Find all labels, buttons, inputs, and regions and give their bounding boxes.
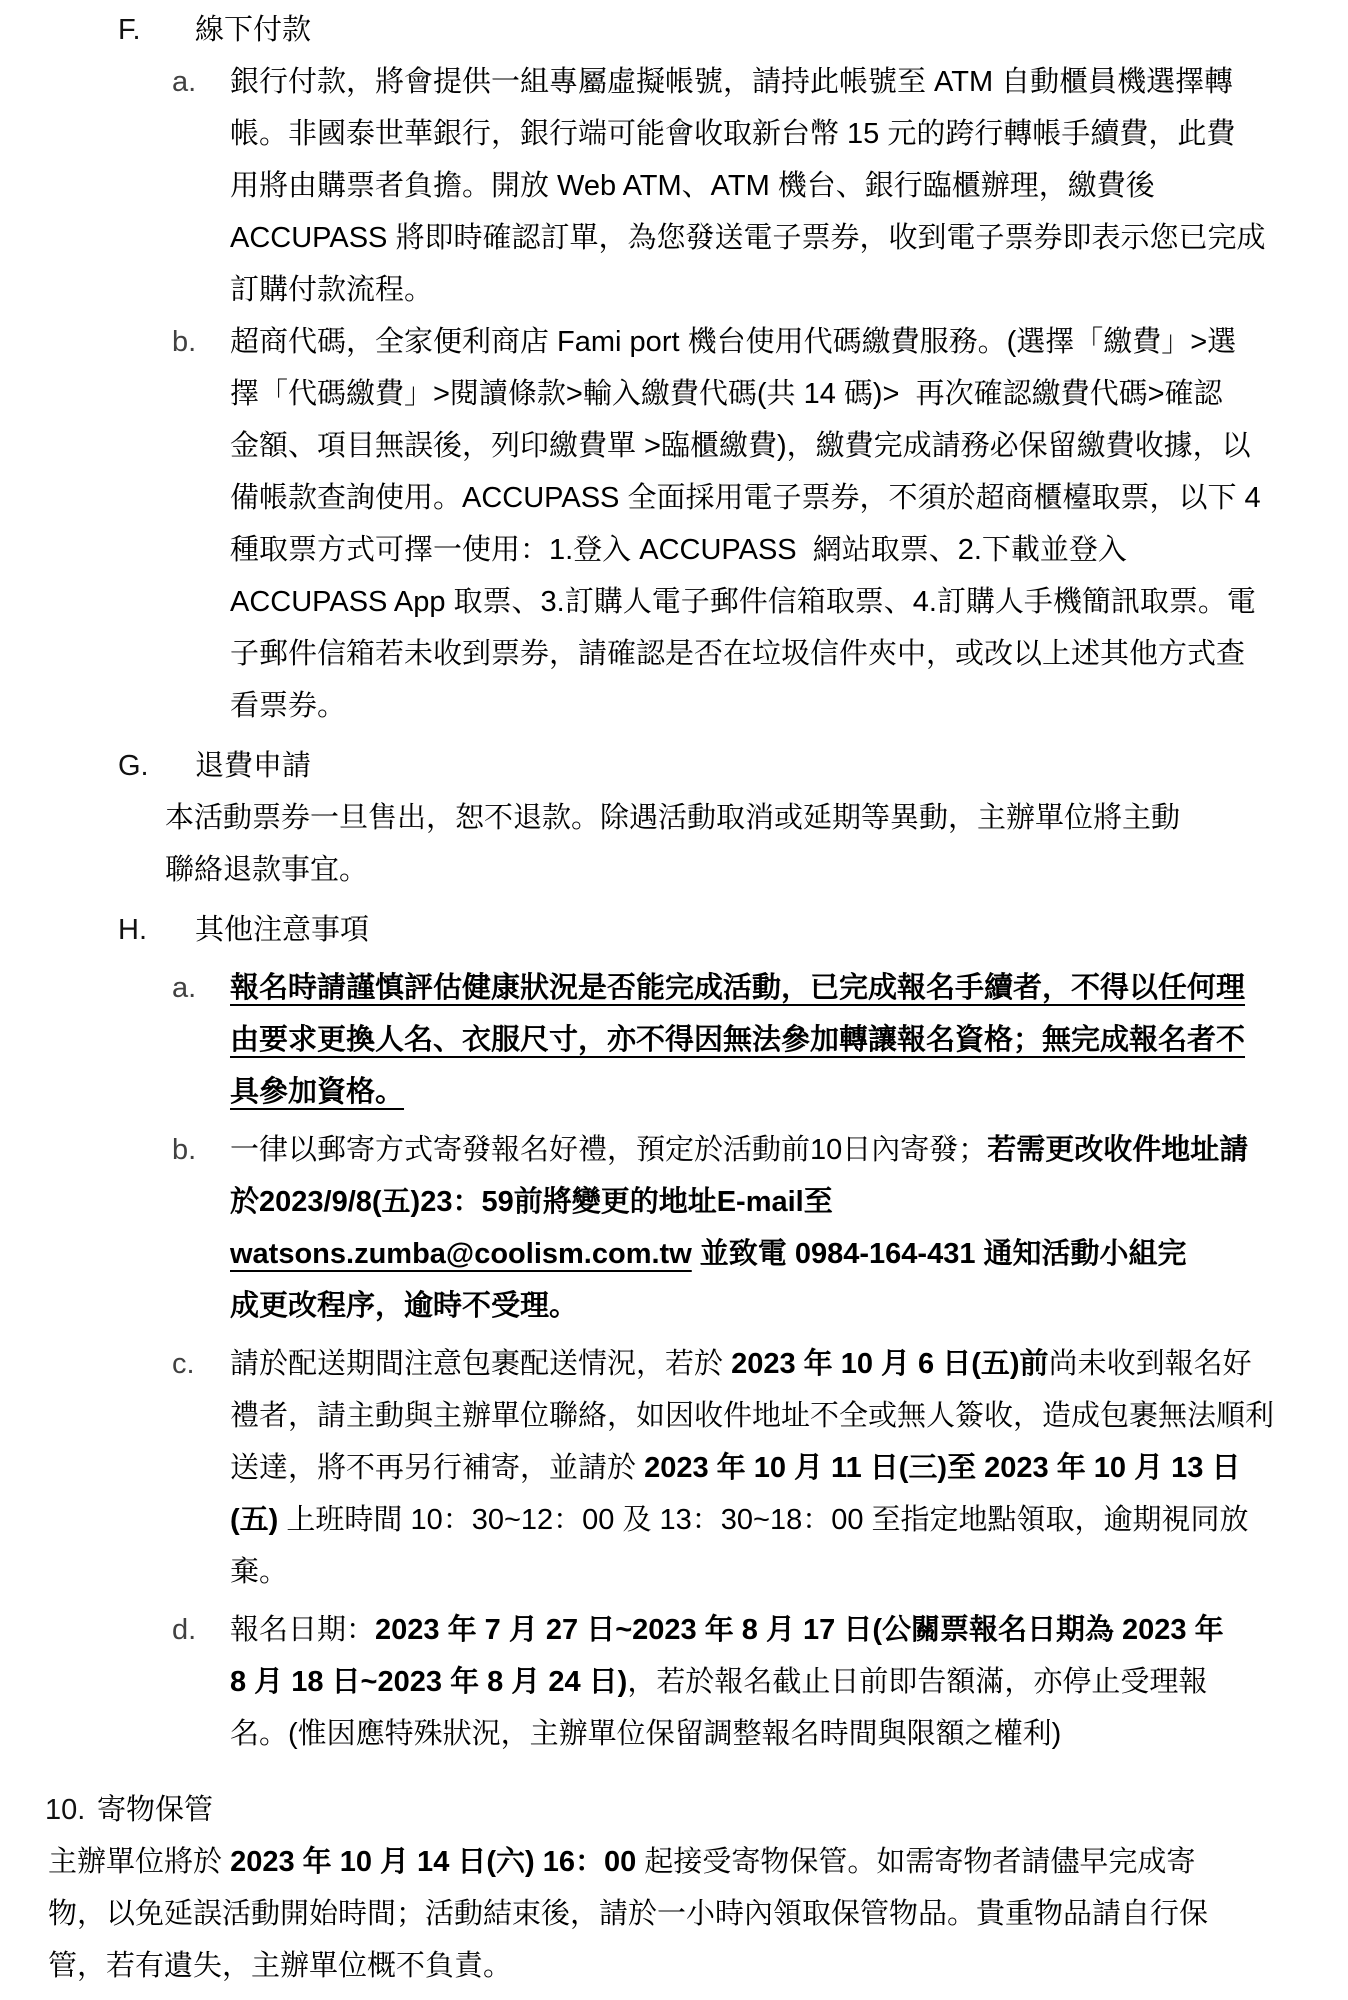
text-line [230, 472, 1348, 524]
text-run: 看票券。 [230, 690, 347, 722]
section-heading [118, 904, 1348, 956]
text-line [48, 1888, 1348, 1940]
list-marker: G. [118, 750, 149, 782]
text-run: 寄物保管 [97, 1794, 214, 1826]
list-marker: H. [118, 914, 147, 946]
text-line [230, 1546, 1348, 1598]
text-line [165, 792, 1348, 844]
text-line [230, 264, 1348, 316]
section-heading [45, 1784, 1348, 1836]
text-run: 上班時間 10：30~12：00 及 13：30~18：00 至指定地點領取，逾期視同放 [278, 1504, 1249, 1536]
list-marker: a. [172, 66, 197, 98]
text-line [165, 844, 1348, 896]
text-run: 2023 年 10 月 6 日(五)前 [731, 1348, 1049, 1380]
text-line [230, 1176, 1348, 1228]
text-run: 種取票方式可擇一使用：1.登入 ACCUPASS 網站取票、2.下載並登入 [230, 534, 1127, 566]
text-line [48, 1836, 1348, 1888]
text-run: ACCUPASS App 取票、3.訂購人電子郵件信箱取票、4.訂購人手機簡訊取票。電 [230, 586, 1256, 618]
text-run: ACCUPASS 將即時確認訂單，為您發送電子票券，收到電子票券即表示您已完成 [230, 222, 1266, 254]
text-run: 2023 年 7 月 27 日~2023 年 8 月 17 日(公關票報名日期為 2023 年 [375, 1614, 1224, 1646]
text-run: 2023 年 10 月 11 日(三)至 2023 年 10 月 13 日 [644, 1452, 1241, 1484]
text-line [230, 368, 1348, 420]
text-run: 訂購付款流程。 [230, 274, 434, 306]
text-run: 退費申請 [195, 750, 312, 782]
text-line [230, 108, 1348, 160]
text-run: ，若於報名截止日前即告額滿，亦停止受理報 [627, 1666, 1208, 1698]
text-run: 備帳款查詢使用。ACCUPASS 全面採用電子票券，不須於超商櫃檯取票，以下 4 [230, 482, 1261, 514]
text-run: 成更改程序，逾時不受理。 [230, 1290, 579, 1322]
text-line [230, 524, 1348, 576]
text-line [230, 316, 1348, 368]
list-item [172, 1124, 1348, 1332]
text-run: 尚未收到報名好 [1048, 1348, 1252, 1380]
text-run: 超商代碼，全家便利商店 Fami port 機台使用代碼繳費服務。(選擇「繳費」>選 [230, 326, 1237, 358]
text-line [230, 420, 1348, 472]
text-run: 8 月 18 日~2023 年 8 月 24 日) [230, 1666, 628, 1698]
section-title [195, 740, 1348, 792]
text-run: 管，若有遺失，主辦單位概不負責。 [48, 1950, 513, 1982]
list-item [172, 56, 1348, 316]
text-run: (五) [230, 1504, 279, 1536]
list-marker: 10. [45, 1794, 86, 1826]
list-marker: a. [172, 972, 197, 1004]
text-run: 聯絡退款事宜。 [165, 854, 369, 886]
section-heading [118, 740, 1348, 792]
list-item [172, 1604, 1348, 1760]
text-run: 由要求更換人名、衣服尺寸，亦不得因無法參加轉讓報名資格；無完成報名者不 [230, 1024, 1246, 1056]
text-line [230, 1124, 1348, 1176]
text-line [230, 1228, 1348, 1280]
text-run: 用將由購票者負擔。開放 Web ATM、ATM 機台、銀行臨櫃辦理，繳費後 [230, 170, 1155, 202]
text-line [230, 56, 1348, 108]
text-run: 禮者，請主動與主辦單位聯絡，如因收件地址不全或無人簽收，造成包裹無法順利 [230, 1400, 1275, 1432]
section-title [97, 1784, 1348, 1836]
text-run: 線下付款 [195, 14, 312, 46]
text-line [48, 1940, 1348, 1992]
text-run: 2023 年 10 月 14 日(六) 16：00 [230, 1846, 637, 1878]
text-run: 帳。非國泰世華銀行，銀行端可能會收取新台幣 15 元的跨行轉帳手續費，此費 [230, 118, 1236, 150]
text-line [230, 1494, 1348, 1546]
section-title [195, 904, 1348, 956]
text-line [230, 1014, 1348, 1066]
text-line [230, 1390, 1348, 1442]
text-run: 銀行付款，將會提供一組專屬虛擬帳號，請持此帳號至 ATM 自動櫃員機選擇轉 [230, 66, 1234, 98]
text-run: 並致電 0984-164-431 通知活動小組完 [691, 1238, 1187, 1270]
text-line [230, 212, 1348, 264]
text-line [230, 1066, 1348, 1118]
text-run: 起接受寄物保管。如需寄物者請儘早完成寄 [636, 1846, 1196, 1878]
text-run: 主辦單位將於 [48, 1846, 231, 1878]
text-line [230, 1280, 1348, 1332]
paragraph [48, 1836, 1348, 1992]
text-run: 送達，將不再另行補寄，並請於 [230, 1452, 645, 1484]
text-run: 其他注意事項 [195, 914, 370, 946]
text-run: 擇「代碼繳費」>閱讀條款>輸入繳費代碼(共 14 碼)> 再次確認繳費代碼>確認 [230, 378, 1223, 410]
text-line [230, 1338, 1348, 1390]
list-item [172, 1338, 1348, 1598]
text-run: 棄。 [230, 1556, 289, 1588]
text-line [230, 628, 1348, 680]
text-line [230, 1708, 1348, 1760]
text-run: 若需更改收件地址請 [987, 1134, 1249, 1166]
text-run: 一律以郵寄方式寄發報名好禮，預定於活動前10日內寄發； [230, 1134, 988, 1166]
list-marker: b. [172, 1134, 197, 1166]
text-line [230, 962, 1348, 1014]
email-link[interactable]: watsons.zumba@coolism.com.tw [230, 1238, 692, 1270]
paragraph [165, 792, 1348, 896]
text-line [230, 1604, 1348, 1656]
text-run: 本活動票券一旦售出，恕不退款。除遇活動取消或延期等異動，主辦單位將主動 [165, 802, 1181, 834]
text-run: 報名日期： [230, 1614, 376, 1646]
text-run: 名。(惟因應特殊狀況，主辦單位保留調整報名時間與限額之權利) [230, 1718, 1062, 1750]
text-run: 金額、項目無誤後，列印繳費單 >臨櫃繳費)，繳費完成請務必保留繳費收據，以 [230, 430, 1251, 462]
text-run: 請於配送期間注意包裹配送情況，若於 [230, 1348, 732, 1380]
section-title [195, 4, 1348, 56]
text-run: 報名時請謹慎評估健康狀況是否能完成活動，已完成報名手續者，不得以任何理 [230, 972, 1246, 1004]
text-line [230, 1656, 1348, 1708]
list-marker: b. [172, 326, 197, 358]
text-line [230, 160, 1348, 212]
text-run: 子郵件信箱若未收到票券，請確認是否在垃圾信件夾中，或改以上述其他方式查 [230, 638, 1246, 670]
text-line [230, 576, 1348, 628]
list-marker: c. [172, 1348, 195, 1380]
text-run: 於2023/9/8(五)23：59前將變更的地址E-mail至 [230, 1186, 833, 1218]
list-item [172, 962, 1348, 1118]
text-line [230, 680, 1348, 732]
section-heading [118, 4, 1348, 56]
text-run: 具參加資格。 [230, 1076, 405, 1108]
text-run: 物，以免延誤活動開始時間；活動結束後，請於一小時內領取保管物品。貴重物品請自行保 [48, 1898, 1209, 1930]
list-marker: d. [172, 1614, 197, 1646]
list-marker: F. [118, 14, 141, 46]
list-item [172, 316, 1348, 732]
text-line [230, 1442, 1348, 1494]
